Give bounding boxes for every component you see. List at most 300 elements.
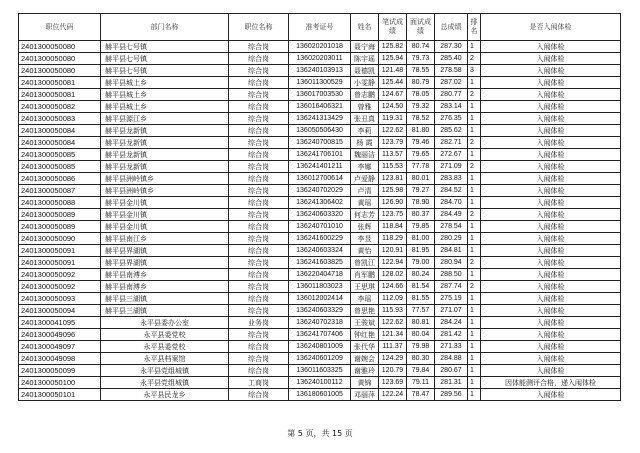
cell-pos: 综合岗 [229, 353, 289, 365]
cell-rank: 1 [468, 269, 481, 281]
cell-name: 魏丽洁 [351, 149, 379, 161]
cell-interview: 79.65 [407, 149, 435, 161]
cell-name: 张丑真 [351, 113, 379, 125]
table-row [19, 257, 621, 269]
cell-name: 李莉 [351, 125, 379, 137]
cell-ticket: 136241401211 [289, 161, 351, 173]
cell-code: 2401300049097 [19, 341, 101, 353]
cell-pos: 综合岗 [229, 101, 289, 113]
cell-written: 113.57 [379, 149, 407, 161]
cell-pos: 综合岗 [229, 305, 289, 317]
cell-name: 陈宇瑶 [351, 53, 379, 65]
cell-name: 曾志鹏 [351, 89, 379, 101]
cell-total: 289.56 [435, 389, 468, 401]
cell-written: 123.69 [379, 377, 407, 389]
cell-code: 2401300050092 [19, 269, 101, 281]
cell-interview: 78.52 [407, 113, 435, 125]
cell-name: 张代华 [351, 341, 379, 353]
cell-interview: 79.85 [407, 221, 435, 233]
cell-code: 2401300050091 [19, 257, 101, 269]
cell-written: 125.44 [379, 77, 407, 89]
cell-pos: 综合岗 [229, 341, 289, 353]
cell-dept: 永平县民龙乡 [101, 389, 229, 401]
cell-name: 何志芳 [351, 209, 379, 221]
cell-rank: 2 [468, 89, 481, 101]
cell-note: 入闱体检 [481, 209, 621, 221]
cell-total: 282.71 [435, 137, 468, 149]
cell-note: 入闱体检 [481, 197, 621, 209]
cell-total: 284.70 [435, 197, 468, 209]
cell-written: 111.37 [379, 341, 407, 353]
cell-rank: 1 [468, 41, 481, 53]
cell-ticket: 136241600229 [289, 233, 351, 245]
cell-total: 272.67 [435, 149, 468, 161]
cell-code: 2401300050086 [19, 173, 101, 185]
cell-written: 125.82 [379, 41, 407, 53]
cell-written: 122.62 [379, 317, 407, 329]
cell-written: 128.02 [379, 269, 407, 281]
cell-name: 黄瑶 [351, 197, 379, 209]
cell-interview: 80.74 [407, 41, 435, 53]
cell-total: 278.58 [435, 65, 468, 77]
cell-ticket: 136240603320 [289, 209, 351, 221]
cell-code: 2401300050091 [19, 245, 101, 257]
cell-total: 283.14 [435, 101, 468, 113]
cell-name: 黄怡 [351, 245, 379, 257]
cell-rank: 2 [468, 161, 481, 173]
cell-dept: 赫平县龙新镇 [101, 149, 229, 161]
cell-dept: 赫平县洲岭镇乡 [101, 173, 229, 185]
cell-pos: 综合岗 [229, 53, 289, 65]
cell-ticket: 136020201018 [289, 41, 351, 53]
cell-pos: 综合岗 [229, 89, 289, 101]
cell-name: 李瑶 [351, 293, 379, 305]
cell-note: 入闱体检 [481, 125, 621, 137]
cell-pos: 综合岗 [229, 365, 289, 377]
cell-written: 112.09 [379, 293, 407, 305]
cell-rank: 1 [468, 245, 481, 257]
cell-dept: 赫平县界湖镇 [101, 257, 229, 269]
cell-rank: 1 [468, 77, 481, 89]
cell-code: 2401300050084 [19, 137, 101, 149]
cell-note: 入闱体检 [481, 281, 621, 293]
table-row [19, 89, 621, 101]
cell-pos: 综合岗 [229, 77, 289, 89]
cell-code: 2401300050092 [19, 281, 101, 293]
cell-written: 124.29 [379, 353, 407, 365]
cell-name: 卢爱静 [351, 173, 379, 185]
table-row [19, 209, 621, 221]
cell-total: 275.19 [435, 293, 468, 305]
cell-code: 2401300050084 [19, 125, 101, 137]
cell-interview: 80.01 [407, 173, 435, 185]
table-row [19, 329, 621, 341]
cell-pos: 综合岗 [229, 125, 289, 137]
cell-name: 谢雅玲 [351, 365, 379, 377]
cell-code: 2401300050089 [19, 209, 101, 221]
cell-total: 284.24 [435, 317, 468, 329]
cell-code: 2401300041095 [19, 317, 101, 329]
cell-dept: 赫平县三湖镇 [101, 305, 229, 317]
cell-written: 121.34 [379, 329, 407, 341]
cell-note: 入闱体检 [481, 89, 621, 101]
cell-code: 2401300049098 [19, 353, 101, 365]
cell-total: 281.31 [435, 377, 468, 389]
cell-rank: 2 [468, 53, 481, 65]
cell-note: 入闱体检 [481, 101, 621, 113]
cell-ticket: 136241603825 [289, 257, 351, 269]
cell-rank: 2 [468, 137, 481, 149]
cell-rank: 1 [468, 197, 481, 209]
cell-total: 285.62 [435, 125, 468, 137]
cell-pos: 综合岗 [229, 173, 289, 185]
table-row [19, 41, 621, 53]
cell-name: 肖军鹏 [351, 269, 379, 281]
cell-note: 入闱体检 [481, 353, 621, 365]
cell-code: 2401300050099 [19, 365, 101, 377]
cell-ticket: 136011803023 [289, 281, 351, 293]
cell-dept: 赫平县七号镇 [101, 41, 229, 53]
cell-total: 280.94 [435, 257, 468, 269]
cell-name: 张辉 [351, 221, 379, 233]
cell-pos: 综合岗 [229, 293, 289, 305]
cell-name: 曾雅 [351, 101, 379, 113]
cell-pos: 综合岗 [229, 113, 289, 125]
cell-note: 入闱体检 [481, 221, 621, 233]
cell-dept: 赫平县七号镇 [101, 65, 229, 77]
cell-written: 115.53 [379, 161, 407, 173]
cell-code: 2401300050094 [19, 305, 101, 317]
cell-dept: 赫平县城上乡 [101, 77, 229, 89]
cell-dept: 永平县档案馆 [101, 353, 229, 365]
cell-ticket: 136017003530 [289, 89, 351, 101]
cell-name: 王思琪 [351, 281, 379, 293]
table-row [19, 221, 621, 233]
header-written: 笔试成绩 [379, 14, 407, 41]
cell-rank: 1 [468, 221, 481, 233]
cell-dept: 赫平县南溥乡 [101, 269, 229, 281]
cell-total: 276.35 [435, 113, 468, 125]
cell-note: 入闱体检 [481, 173, 621, 185]
cell-ticket: 136240701010 [289, 221, 351, 233]
cell-code: 2401300050083 [19, 113, 101, 125]
cell-total: 284.49 [435, 209, 468, 221]
cell-note: 入闱体检 [481, 293, 621, 305]
header-rank: 排名 [468, 14, 481, 41]
cell-name: 曾思艳 [351, 305, 379, 317]
cell-interview: 79.73 [407, 53, 435, 65]
cell-dept: 赫平县源江乡 [101, 113, 229, 125]
table-row [19, 377, 621, 389]
cell-ticket: 136241706101 [289, 149, 351, 161]
cell-interview: 80.04 [407, 329, 435, 341]
cell-name: 邓丽萍 [351, 389, 379, 401]
cell-rank: 1 [468, 341, 481, 353]
cell-written: 118.84 [379, 221, 407, 233]
cell-pos: 综合岗 [229, 65, 289, 77]
cell-total: 284.52 [435, 185, 468, 197]
cell-note: 入闱体检 [481, 233, 621, 245]
cell-written: 120.79 [379, 365, 407, 377]
table-row [19, 125, 621, 137]
cell-dept: 赫平县南溥乡 [101, 281, 229, 293]
cell-total: 280.29 [435, 233, 468, 245]
cell-dept: 永平县委党校 [101, 329, 229, 341]
cell-rank: 2 [468, 257, 481, 269]
table-row [19, 233, 621, 245]
cell-code: 2401300050085 [19, 161, 101, 173]
cell-dept: 赫平县界湖镇 [101, 245, 229, 257]
cell-interview: 78.47 [407, 389, 435, 401]
table-row [19, 281, 621, 293]
cell-written: 125.98 [379, 185, 407, 197]
cell-code: 2401300050085 [19, 149, 101, 161]
cell-pos: 综合岗 [229, 281, 289, 293]
cell-ticket: 136012700614 [289, 173, 351, 185]
cell-code: 2401300050088 [19, 197, 101, 209]
cell-note: 入闱体检 [481, 137, 621, 149]
cell-total: 271.09 [435, 161, 468, 173]
cell-total: 284.81 [435, 245, 468, 257]
cell-note: 入闱体检 [481, 65, 621, 77]
cell-rank: 1 [468, 125, 481, 137]
cell-dept: 赫平县七号镇 [101, 53, 229, 65]
cell-name: 钟红艳 [351, 329, 379, 341]
header-ticket: 准考证号 [289, 14, 351, 41]
cell-ticket: 136240603329 [289, 305, 351, 317]
cell-ticket: 136016406321 [289, 101, 351, 113]
cell-code: 2401300050082 [19, 101, 101, 113]
cell-dept: 赫平县南江乡 [101, 233, 229, 245]
table-row [19, 113, 621, 125]
cell-rank: 1 [468, 377, 481, 389]
table-row [19, 137, 621, 149]
table-row [19, 101, 621, 113]
cell-ticket: 136240603324 [289, 245, 351, 257]
table-row [19, 77, 621, 89]
cell-pos: 综合岗 [229, 389, 289, 401]
cell-ticket: 136240103913 [289, 65, 351, 77]
cell-note: 入闱体检 [481, 341, 621, 353]
cell-interview: 79.32 [407, 101, 435, 113]
cell-interview: 79.98 [407, 341, 435, 353]
cell-pos: 综合岗 [229, 197, 289, 209]
cell-written: 119.31 [379, 113, 407, 125]
cell-note: 入闱体检 [481, 185, 621, 197]
cell-written: 121.48 [379, 65, 407, 77]
cell-written: 123.79 [379, 137, 407, 149]
cell-rank: 1 [468, 329, 481, 341]
cell-ticket: 136240702029 [289, 185, 351, 197]
cell-code: 2401300050093 [19, 293, 101, 305]
header-name: 姓名 [351, 14, 379, 41]
cell-dept: 赫平县龙新镇 [101, 161, 229, 173]
cell-dept: 永平县委党校 [101, 341, 229, 353]
table-row [19, 269, 621, 281]
table-row [19, 389, 621, 401]
cell-total: 287.74 [435, 281, 468, 293]
cell-dept: 赫平县金川镇 [101, 209, 229, 221]
cell-note: 入闱体检 [481, 305, 621, 317]
cell-written: 125.94 [379, 53, 407, 65]
cell-written: 123.81 [379, 173, 407, 185]
cell-interview: 81.54 [407, 281, 435, 293]
cell-dept: 赫平县龙新镇 [101, 137, 229, 149]
cell-note: 入闱体检 [481, 389, 621, 401]
cell-total: 280.77 [435, 89, 468, 101]
cell-rank: 1 [468, 293, 481, 305]
cell-code: 2401300050089 [19, 221, 101, 233]
cell-interview: 78.55 [407, 65, 435, 77]
cell-note: 入闱体检 [481, 257, 621, 269]
cell-interview: 78.05 [407, 89, 435, 101]
cell-rank: 1 [468, 173, 481, 185]
cell-code: 2401300049096 [19, 329, 101, 341]
cell-ticket: 136180601005 [289, 389, 351, 401]
header-note: 是否入闱体检 [481, 14, 621, 41]
cell-total: 285.40 [435, 53, 468, 65]
cell-total: 271.33 [435, 341, 468, 353]
cell-written: 122.94 [379, 257, 407, 269]
cell-name: 黄锦 [351, 377, 379, 389]
cell-name: 小雯静 [351, 77, 379, 89]
header-total: 总成绩 [435, 14, 468, 41]
cell-name: 谢婉会 [351, 353, 379, 365]
cell-dept: 赫平县金川镇 [101, 221, 229, 233]
cell-ticket: 136020203011 [289, 53, 351, 65]
cell-interview: 79.11 [407, 377, 435, 389]
cell-pos: 综合岗 [229, 161, 289, 173]
cell-written: 122.24 [379, 389, 407, 401]
cell-note: 入闱体检 [481, 269, 621, 281]
cell-interview: 81.00 [407, 233, 435, 245]
cell-interview: 79.00 [407, 257, 435, 269]
cell-rank: 1 [468, 101, 481, 113]
cell-ticket: 136220404718 [289, 269, 351, 281]
cell-interview: 80.24 [407, 269, 435, 281]
cell-note: 入闱体检 [481, 245, 621, 257]
cell-interview: 80.81 [407, 317, 435, 329]
cell-pos: 综合岗 [229, 233, 289, 245]
cell-ticket: 136240700815 [289, 137, 351, 149]
cell-pos: 综合岗 [229, 257, 289, 269]
cell-note: 入闱体检 [481, 113, 621, 125]
cell-rank: 1 [468, 185, 481, 197]
cell-total: 283.83 [435, 173, 468, 185]
header-pos: 职位名称 [229, 14, 289, 41]
cell-dept: 赫平县洲岭镇乡 [101, 185, 229, 197]
cell-ticket: 136011603325 [289, 365, 351, 377]
cell-written: 126.90 [379, 197, 407, 209]
cell-total: 288.50 [435, 269, 468, 281]
cell-ticket: 136050506430 [289, 125, 351, 137]
cell-rank: 1 [468, 389, 481, 401]
cell-ticket: 136240702318 [289, 317, 351, 329]
cell-total: 280.67 [435, 365, 468, 377]
cell-total: 284.88 [435, 353, 468, 365]
cell-written: 124.66 [379, 281, 407, 293]
table-row [19, 161, 621, 173]
cell-name: 聂宁海 [351, 41, 379, 53]
cell-code: 2401300050100 [19, 377, 101, 389]
cell-pos: 综合岗 [229, 137, 289, 149]
cell-code: 2401300050080 [19, 65, 101, 77]
header-dept: 部门名称 [101, 14, 229, 41]
cell-interview: 80.30 [407, 353, 435, 365]
cell-ticket: 136240100112 [289, 377, 351, 389]
cell-interview: 80.37 [407, 209, 435, 221]
table-row [19, 365, 621, 377]
cell-written: 124.67 [379, 89, 407, 101]
cell-rank: 2 [468, 281, 481, 293]
cell-ticket: 136241707406 [289, 329, 351, 341]
table-row [19, 149, 621, 161]
cell-pos: 综合岗 [229, 245, 289, 257]
cell-written: 122.62 [379, 125, 407, 137]
cell-name: 曾凯江 [351, 257, 379, 269]
cell-dept: 赫平县三湖镇 [101, 293, 229, 305]
cell-note: 入闱体检 [481, 149, 621, 161]
table-row [19, 317, 621, 329]
cell-pos: 业务岗 [229, 317, 289, 329]
cell-interview: 79.84 [407, 365, 435, 377]
cell-ticket: 136240601209 [289, 353, 351, 365]
cell-ticket: 136011300529 [289, 77, 351, 89]
table-row [19, 173, 621, 185]
cell-name: 王骏斌 [351, 317, 379, 329]
cell-dept: 永平县党组城镇 [101, 377, 229, 389]
cell-rank: 1 [468, 317, 481, 329]
cell-note: 入闱体检 [481, 317, 621, 329]
cell-written: 115.93 [379, 305, 407, 317]
cell-name: 卢清 [351, 185, 379, 197]
table-row [19, 353, 621, 365]
table-row [19, 53, 621, 65]
cell-note: 入闱体检 [481, 77, 621, 89]
table-row [19, 245, 621, 257]
cell-name: 李昱 [351, 233, 379, 245]
cell-dept: 永平县党组城镇 [101, 365, 229, 377]
cell-ticket: 136241306402 [289, 197, 351, 209]
cell-interview: 81.95 [407, 245, 435, 257]
header-interview: 面试成绩 [407, 14, 435, 41]
cell-rank: 2 [468, 209, 481, 221]
cell-interview: 77.78 [407, 161, 435, 173]
cell-total: 287.30 [435, 41, 468, 53]
cell-written: 123.75 [379, 209, 407, 221]
table-row [19, 185, 621, 197]
cell-pos: 综合岗 [229, 209, 289, 221]
cell-interview: 78.90 [407, 197, 435, 209]
cell-dept: 赫平县龙新镇 [101, 125, 229, 137]
cell-dept: 赫平县城上乡 [101, 89, 229, 101]
cell-written: 120.91 [379, 245, 407, 257]
results-table [18, 13, 621, 401]
cell-code: 2401300050080 [19, 41, 101, 53]
cell-name: 李娜 [351, 161, 379, 173]
cell-rank: 1 [468, 305, 481, 317]
cell-note: 入闱体检 [481, 53, 621, 65]
cell-written: 124.50 [379, 101, 407, 113]
cell-written: 118.29 [379, 233, 407, 245]
cell-note: 入闱体检 [481, 329, 621, 341]
table-header-row [19, 14, 621, 41]
cell-pos: 综合岗 [229, 221, 289, 233]
cell-pos: 综合岗 [229, 329, 289, 341]
cell-code: 2401300050090 [19, 233, 101, 245]
cell-note: 因体能测评合格，递入闱体检 [481, 377, 621, 389]
cell-total: 278.54 [435, 221, 468, 233]
